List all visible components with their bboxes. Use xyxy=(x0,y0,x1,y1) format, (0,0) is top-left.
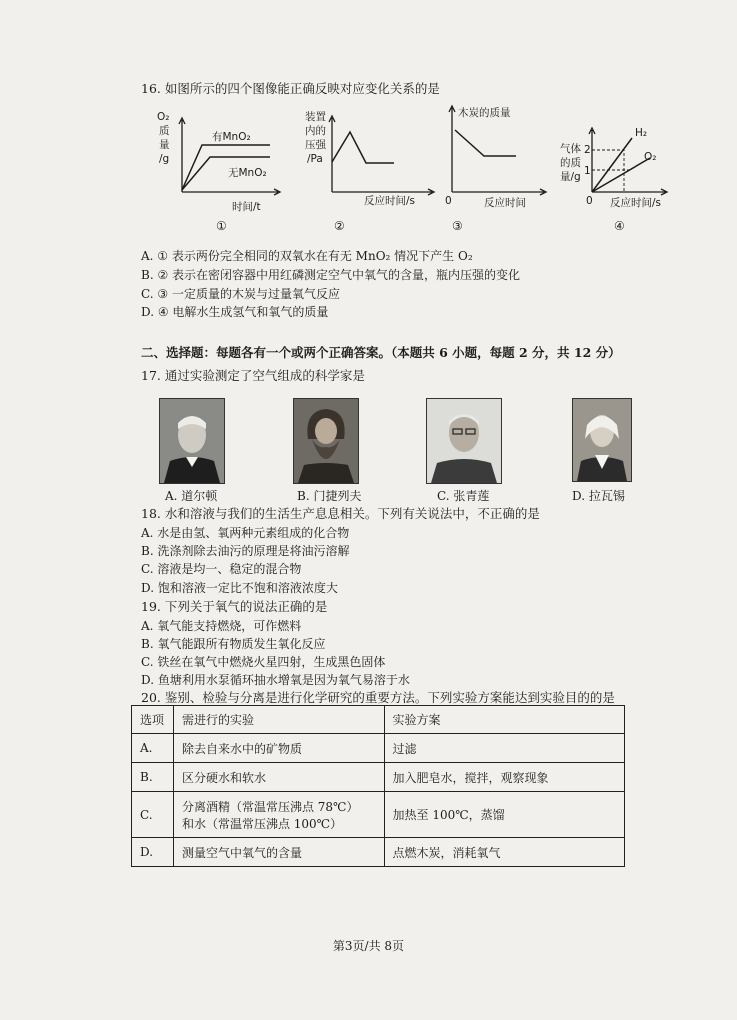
portrait-dalton-image xyxy=(160,399,224,483)
q16-option-c: C. ③ 一定质量的木炭与过量氧气反应 xyxy=(141,287,340,301)
g3-number: ③ xyxy=(452,219,463,233)
q16-option-b: B. ② 表示在密闭容器中用红磷测定空气中氧气的含量，瓶内压强的变化 xyxy=(141,268,521,282)
table-row xyxy=(132,838,625,867)
q20-row-b-option: B. xyxy=(132,763,174,792)
q20-row-b-plan: 加入肥皂水，搅拌，观察现象 xyxy=(384,763,624,792)
q16-stem: 16. 如图所示的四个图像能正确反映对应变化关系的是 xyxy=(141,81,440,96)
g2-curve xyxy=(332,132,394,163)
g4-h2-label: H₂ xyxy=(635,127,648,139)
g1-ylabel-2: 量 xyxy=(159,139,170,151)
q20-row-c-experiment-line1: 分离酒精（常温常压沸点 78℃） xyxy=(181,799,359,814)
g3-origin: 0 xyxy=(445,195,452,207)
q18-option-b: B. 洗涤剂除去油污的原理是将油污溶解 xyxy=(141,544,350,558)
q20-row-d-plan: 点燃木炭，消耗氧气 xyxy=(384,838,624,867)
q19-option-d: D. 鱼塘利用水泵循环抽水增氧是因为氧气易溶于水 xyxy=(141,673,410,687)
q18-stem: 18. 水和溶液与我们的生活生产息息相关。下列有关说法中，不正确的是 xyxy=(141,506,540,521)
g2-xlabel: 反应时间/s xyxy=(364,195,416,207)
g4-xlabel: 反应时间/s xyxy=(610,197,662,209)
g4-tick-1: 1 xyxy=(584,165,591,177)
q19-option-b: B. 氧气能跟所有物质发生氧化反应 xyxy=(141,637,326,651)
q20-header-plan: 实验方案 xyxy=(384,706,624,734)
g1-curve2-label: 无MnO₂ xyxy=(228,167,267,179)
q20-row-b-experiment: 区分硬水和软水 xyxy=(173,763,384,792)
q20-row-a-experiment: 除去自来水中的矿物质 xyxy=(173,734,384,763)
portrait-zhang-qinglian xyxy=(426,398,502,484)
g3-axes xyxy=(449,106,546,195)
g4-ylabel-2: 量/g xyxy=(560,171,581,183)
q17-option-c: C. 张青莲 xyxy=(437,489,490,503)
section-2-heading: 二、选择题：每题各有一个或两个正确答案。（本题共 6 小题，每题 2 分，共 12 分） xyxy=(141,345,621,360)
g3-curve xyxy=(455,130,516,156)
q17-option-b: B. 门捷列夫 xyxy=(297,489,362,503)
portrait-lavoisier-image xyxy=(573,399,631,481)
g4-curve-o2 xyxy=(592,158,650,192)
g2-number: ② xyxy=(334,219,345,233)
g2-ylabel-1: 内的 xyxy=(305,125,326,137)
portrait-dalton xyxy=(159,398,225,484)
portrait-mendeleev xyxy=(293,398,359,484)
q20-row-a-option: A. xyxy=(132,734,174,763)
g2-ylabel-2: 压强 xyxy=(305,139,326,151)
graph-3 xyxy=(445,106,546,233)
q20-table-header xyxy=(132,706,625,734)
portrait-mendeleev-image xyxy=(294,399,358,483)
g3-ylabel: 木炭的质量 xyxy=(458,107,511,119)
portrait-zhang-qinglian-image xyxy=(427,399,501,483)
q16-graphs xyxy=(150,100,670,240)
g1-number: ① xyxy=(216,219,227,233)
graph-4 xyxy=(560,127,667,233)
q20-row-a-plan: 过滤 xyxy=(384,734,624,763)
q20-row-c-plan: 加热至 100℃，蒸馏 xyxy=(384,792,624,838)
q18-option-c: C. 溶液是均一、稳定的混合物 xyxy=(141,562,302,576)
table-row xyxy=(132,734,625,763)
q20-row-c-option: C. xyxy=(132,792,174,838)
graph-1 xyxy=(157,111,280,233)
q17-option-a: A. 道尔顿 xyxy=(165,489,218,503)
g4-guides xyxy=(592,150,632,192)
q19-stem: 19. 下列关于氧气的说法正确的是 xyxy=(141,599,328,614)
q18-option-a: A. 水是由氢、氧两种元素组成的化合物 xyxy=(141,526,350,540)
q20-table xyxy=(131,705,625,867)
q20-header-option: 选项 xyxy=(132,706,174,734)
q19-option-c: C. 铁丝在氧气中燃烧火星四射，生成黑色固体 xyxy=(141,655,386,669)
g2-ylabel-0: 装置 xyxy=(305,111,326,123)
q17-option-d: D. 拉瓦锡 xyxy=(572,489,625,503)
q20-row-d-option: D. xyxy=(132,838,174,867)
g4-tick-2: 2 xyxy=(584,144,591,156)
g4-ylabel-1: 的质 xyxy=(560,157,581,169)
q18-option-d: D. 饱和溶液一定比不饱和溶液浓度大 xyxy=(141,581,338,595)
g4-curve-h2 xyxy=(592,138,632,192)
q16-option-d: D. ④ 电解水生成氢气和氧气的质量 xyxy=(141,305,329,319)
g1-curve1-label: 有MnO₂ xyxy=(212,131,251,143)
q16-option-a: A. ① 表示两份完全相同的双氧水在有无 MnO₂ 情况下产生 O₂ xyxy=(141,249,473,263)
q20-stem: 20. 鉴别、检验与分离是进行化学研究的重要方法。下列实验方案能达到实验目的的是 xyxy=(141,690,615,705)
g4-origin: 0 xyxy=(586,195,593,207)
q17-stem: 17. 通过实验测定了空气组成的科学家是 xyxy=(141,368,365,383)
q20-row-c-experiment-line2: 和水（常温常压沸点 100℃） xyxy=(181,816,343,831)
g1-xlabel: 时间/t xyxy=(232,201,261,213)
g1-ylabel-1: 质 xyxy=(159,125,170,137)
q20-row-c-experiment xyxy=(173,792,384,838)
g1-ylabel-3: /g xyxy=(159,153,170,165)
table-row xyxy=(132,792,625,838)
portrait-lavoisier xyxy=(572,398,632,482)
graph-2 xyxy=(305,110,434,233)
q20-row-d-experiment: 测量空气中氧气的含量 xyxy=(173,838,384,867)
q20-header-experiment: 需进行的实验 xyxy=(173,706,384,734)
g4-number: ④ xyxy=(614,219,625,233)
g2-axes xyxy=(329,116,434,195)
g4-o2-label: O₂ xyxy=(644,151,657,163)
page-footer: 第3页/共 8页 xyxy=(332,939,405,953)
g3-xlabel: 反应时间 xyxy=(484,197,526,209)
g1-ylabel-0: O₂ xyxy=(157,111,170,123)
g4-ylabel-0: 气体 xyxy=(560,143,581,155)
q19-option-a: A. 氧气能支持燃烧，可作燃料 xyxy=(141,619,302,633)
g2-ylabel-3: /Pa xyxy=(307,153,323,165)
table-row xyxy=(132,763,625,792)
